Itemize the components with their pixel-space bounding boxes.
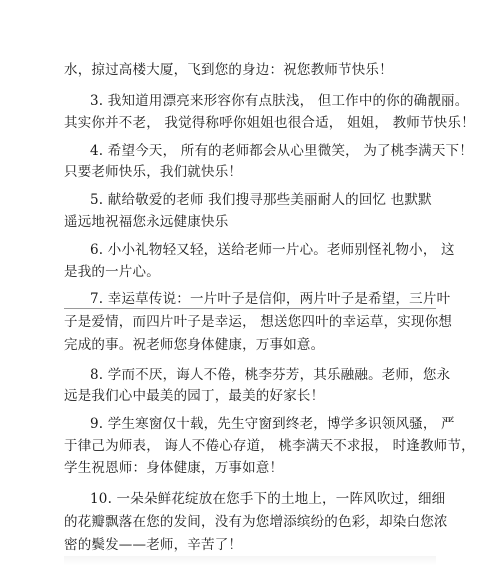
paragraph-6-line-1: 6. 小小礼物轻又轻，送给老师一片心。老师别怪礼物小， 这 [90, 242, 455, 258]
paragraph-7-line-1: 7. 幸运草传说：一片叶子是信仰，两片叶子是希望，三片叶 [90, 291, 451, 307]
paragraph-5-line-2: 遥远地祝福您永远健康快乐 [64, 214, 229, 230]
paragraph-3-line-2: 其实你并不老， 我觉得称呼你姐姐也很合适， 姐姐， 教师节快乐！ [64, 115, 475, 131]
paragraph-6-line-2: 是我的一片心。 [64, 264, 160, 280]
paragraph-4-line-2: 只要老师快乐，我们就快乐！ [64, 164, 243, 180]
paragraph-7-line-2: 子是爱情，而四片叶子是幸运， 想送您四叶的幸运草，实现你想 [64, 314, 453, 330]
paragraph-3-line-1: 3. 我知道用漂亮来形容你有点肤浅， 但工作中的你的确靓丽。 [90, 93, 469, 109]
paragraph-9-line-3: 学生祝恩师：身体健康，万事如意！ [64, 460, 284, 476]
paragraph-10-line-2: 的花瓣飘落在您的发间，没有为您增添缤纷的色彩，却染白您浓 [64, 514, 448, 530]
paragraph-10-line-1: 10. 一朵朵鲜花绽放在您手下的土地上，一阵风吹过，细细 [90, 491, 446, 507]
next-line-fade [64, 556, 436, 566]
paragraph-5-line-1: 5. 献给敬爱的老师 我们搜寻那些美丽耐人的回忆 也默默 [90, 192, 432, 208]
paragraph-7-line-3: 完成的事。祝老师您身体健康，万事如意。 [64, 337, 325, 353]
paragraph-9-line-2: 于律己为师表， 诲人不倦心存道， 桃李满天不求报， 时逢教师节， [64, 438, 475, 454]
paragraph-8-line-2: 远是我们心中最美的园丁，最美的好家长！ [64, 388, 325, 404]
horizontal-rule [64, 308, 436, 309]
paragraph-8-line-1: 8. 学而不厌，诲人不倦，桃李芬芳，其乐融融。老师，您永 [90, 367, 451, 383]
paragraph-4-line-1: 4. 希望今天， 所有的老师都会从心里微笑， 为了桃李满天下！ [90, 143, 473, 159]
paragraph-10-line-3: 密的鬓发——老师，辛苦了！ [64, 537, 243, 553]
paragraph-9-line-1: 9. 学生寒窗仅十载，先生守窗到终老，博学多识领风骚， 严 [90, 416, 455, 432]
paragraph-2-line-end: 水，掠过高楼大厦，飞到您的身边：祝您教师节快乐！ [64, 62, 393, 78]
